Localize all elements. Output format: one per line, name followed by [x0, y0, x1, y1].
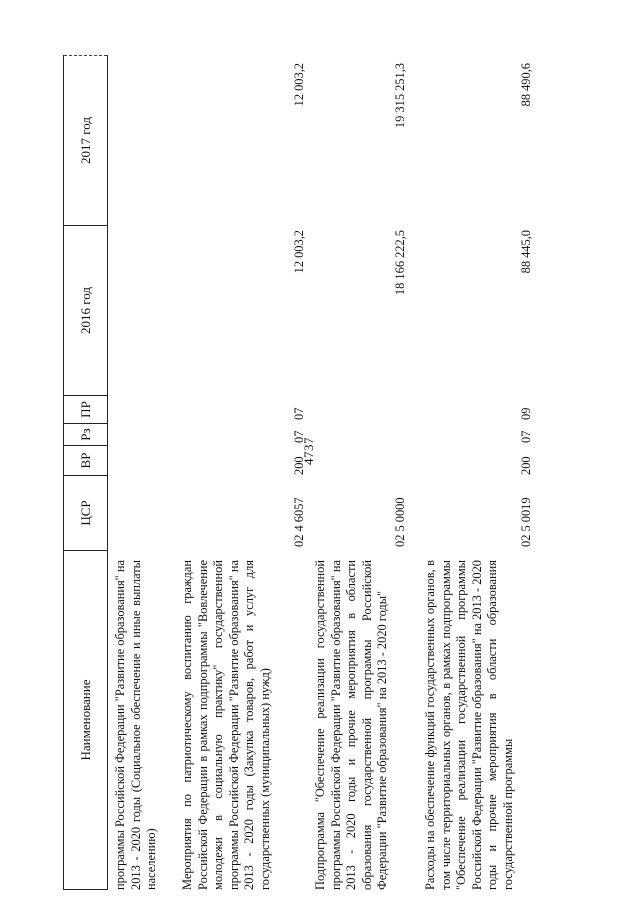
- table-header: [63, 55, 108, 890]
- row-csr: 02 5 0000: [393, 497, 407, 547]
- row-pr: 09: [519, 407, 533, 420]
- row-value-2016: 18 166 222,5: [393, 230, 407, 296]
- table-row: [180, 55, 305, 890]
- column-header-name: Наименование: [64, 550, 107, 890]
- row-name: Подпрограмма "Обеспечение реализации государственной программы Российской Федерации "Развитие образования" на 2013 - 2020 годы и прочие мероприятия в области образования государственной программы Российской Федерации "Развитие образования" на 2013 - 2020 годы": [313, 560, 390, 890]
- row-csr: 02 4 6057: [292, 497, 306, 547]
- row-name: Расходы на обеспечение функций государственных органов, в том числе территориальных органов, в рамках подпрограммы "Обеспечение реализации государственной программы Российской Федерации "Развитие образования" на 2013 - 2020 годы и прочие мероприятия в области образования государственной программы: [423, 560, 515, 890]
- column-header-csr: ЦСР: [64, 475, 107, 550]
- table-row: [313, 55, 408, 890]
- row-value-2017: 19 315 251,3: [393, 63, 407, 129]
- table-row: [423, 55, 543, 890]
- row-rz: 07: [519, 430, 533, 443]
- row-value-2016: 12 003,2: [292, 230, 306, 274]
- column-header-2017: 2017 год: [64, 55, 107, 225]
- row-rz: 07: [292, 430, 306, 443]
- column-header-vr: ВР: [64, 445, 107, 475]
- budget-table: [63, 55, 543, 890]
- row-vr: 200: [519, 456, 533, 475]
- table-row: [113, 55, 173, 890]
- row-value-2017: 88 490,6: [519, 63, 533, 107]
- row-csr: 02 5 0019: [519, 497, 533, 547]
- row-value-2017: 12 003,2: [292, 63, 306, 107]
- column-header-rz: Рз: [64, 423, 107, 445]
- column-header-pr: ПР: [64, 395, 107, 423]
- row-name: Мероприятия по патриотическому воспитанию граждан Российской Федерации в рамках подпрограммы "Вовлечение молодежи в социальную практику" государственной программы Российской Федерации "Развитие образования" на 2013 - 2020 годы (Закупка товаров, работ и услуг для государственных (муниципальных) нужд): [180, 560, 272, 890]
- row-value-2016: 88 445,0: [519, 230, 533, 274]
- row-pr: 07: [292, 407, 306, 420]
- column-header-2016: 2016 год: [64, 225, 107, 395]
- row-name: программы Российской Федерации "Развитие образования" на 2013 - 2020 годы (Социальное обеспечение и иные выплаты населению): [113, 560, 159, 890]
- page-number: 4737: [301, 437, 316, 465]
- row-vr: 200: [292, 456, 306, 475]
